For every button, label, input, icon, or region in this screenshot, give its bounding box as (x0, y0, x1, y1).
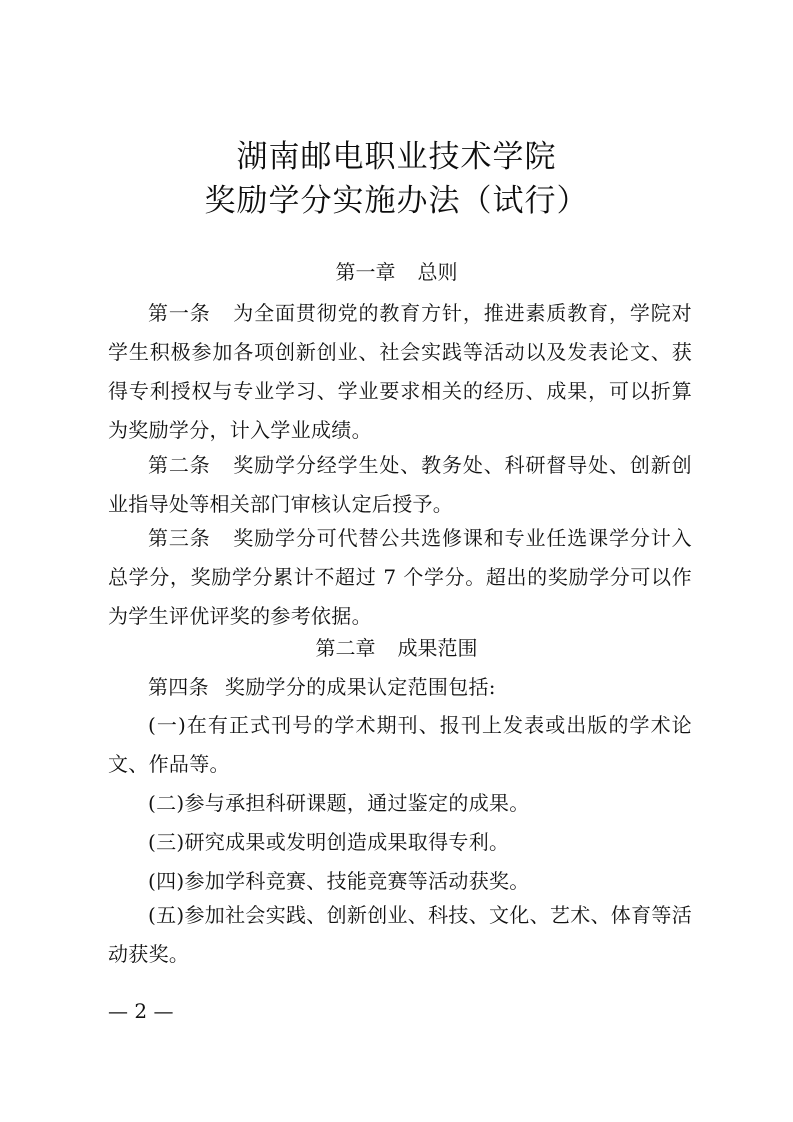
chapter-2-heading (0, 631, 793, 665)
document-title-line-1: 湖南邮电职业技术学院 (236, 139, 557, 175)
chapter-2-label: 第二章 (315, 636, 376, 660)
list-item-2: (二)参与承担科研课题，通过鉴定的成果。 (148, 791, 530, 815)
article-1-text: 为全面贯彻党的教育方针，推进素质教育，学院对学生积极参加各项创新创业、社会实践等活动以及发表论文、获得专利授权与专业学习、学业要求相关的经历、成果，可以折算为奖励学分，计入学业成绩。 (108, 301, 692, 442)
chapter-2-name: 成果范围 (397, 636, 478, 660)
article-2-label: 第二条 (148, 453, 211, 477)
list-item-4: (四)参加学科竞赛、技能竞赛等活动获奖。 (148, 869, 530, 893)
chapter-1-label: 第一章 (335, 260, 396, 284)
article-4-label: 第四条 (148, 675, 209, 699)
list-item-5: (五)参加社会实践、创新创业、科技、文化、艺术、体育等活动获奖。 (108, 903, 693, 966)
article-1-label: 第一条 (148, 301, 211, 325)
chapter-1-heading (0, 255, 793, 289)
article-4-text: 奖励学分的成果认定范围包括: (224, 675, 496, 699)
chapter-1-name: 总则 (417, 260, 458, 284)
document-title-line-2: 奖励学分实施办法（试行） (204, 183, 589, 219)
article-1 (108, 294, 692, 450)
article-4 (108, 668, 692, 707)
article-2 (108, 446, 692, 524)
article-3 (108, 519, 692, 636)
page-number: — 2 — (108, 999, 174, 1023)
list-item-1: (一)在有正式刊号的学术期刊、报刊上发表或出版的学术论文、作品等。 (108, 713, 692, 776)
list-item-3: (三)研究成果或发明创造成果取得专利。 (148, 830, 510, 854)
article-3-text: 奖励学分可代替公共选修课和专业任选课学分计入总学分，奖励学分累计不超过 7 个学分。超出的奖励学分可以作为学生评优评奖的参考依据。 (108, 526, 692, 628)
article-3-label: 第三条 (148, 526, 211, 550)
article-2-text: 奖励学分经学生处、教务处、科研督导处、创新创业指导处等相关部门审核认定后授予。 (108, 453, 692, 516)
